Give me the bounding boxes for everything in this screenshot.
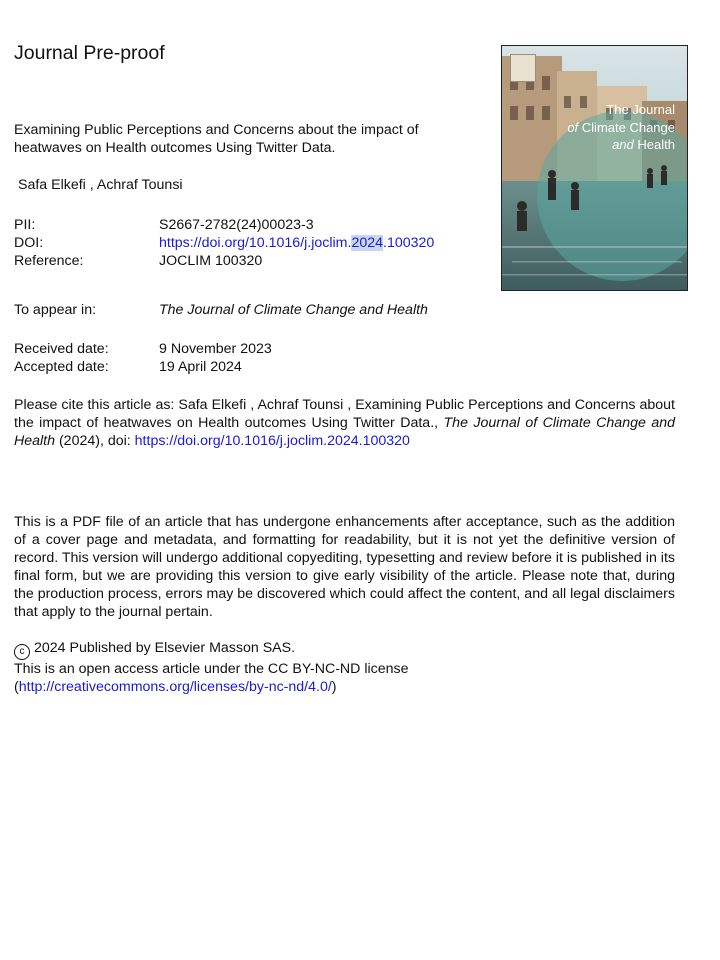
article-authors: Safa Elkefi , Achraf Tounsi [18, 177, 183, 193]
appear-journal: The Journal of Climate Change and Health [159, 302, 428, 318]
cover-title-line1: The Journal [606, 102, 675, 117]
copyright-text: 2024 Published by Elsevier Masson SAS. [34, 640, 296, 656]
cover-title-and: and [612, 137, 634, 152]
citation-lead: Please cite this article as: Safa Elkefi , Achraf Tounsi , Examining Public Perceptions and Concerns about the impact of heatwaves on Health outcomes Using Twitter Data., [14, 397, 675, 431]
copyright-line [14, 639, 675, 660]
cover-illustration [502, 46, 687, 290]
cover-title-line2 [567, 119, 675, 137]
citation-paragraph [14, 396, 675, 450]
appear-label: To appear in: [14, 302, 97, 318]
license-line: This is an open access article under the CC BY-NC-ND license [14, 661, 409, 677]
doi-link[interactable] [159, 234, 434, 252]
preproof-notice: This is a PDF file of an article that has undergone enhancements after acceptance, such as the addition of a cover page and metadata, and formatting for readability, but it is not yet the definitive version of record. This version will undergo additional copyediting, typesetting and review before it is published in its final form, but we are providing this version to give early visibility of the article. Please note that, during the production process, errors may be discovered which could affect the content, and all legal disclaimers that apply to the journal pertain. [14, 514, 675, 620]
reference-label: Reference: [14, 253, 84, 269]
cover-title-of: of [567, 119, 579, 135]
cover-title-health: Health [633, 137, 675, 152]
accepted-date: 19 April 2024 [159, 359, 242, 375]
copyright-block [14, 639, 675, 696]
article-title: Examining Public Perceptions and Concerns about the impact of heatwaves on Health outcomes Using Twitter Data. [14, 122, 419, 156]
cover-title [567, 101, 675, 154]
doi-link-suffix: .100320 [383, 235, 435, 251]
accepted-label: Accepted date: [14, 359, 109, 375]
elsevier-logo-icon [510, 54, 536, 82]
copyright-icon: c [14, 644, 30, 660]
cover-title-line3 [567, 136, 675, 154]
received-label: Received date: [14, 341, 109, 357]
license-open-paren: ( [14, 679, 19, 695]
pii-value: S2667-2782(24)00023-3 [159, 217, 314, 233]
pii-label: PII: [14, 217, 36, 233]
received-date: 9 November 2023 [159, 341, 272, 357]
license-link[interactable]: http://creativecommons.org/licenses/by-nc-nd/4.0/ [18, 679, 332, 695]
reference-value: JOCLIM 100320 [159, 253, 263, 269]
license-url-line [14, 678, 675, 696]
cover-title-climate: Climate Change [578, 119, 675, 135]
citation-year: (2024), doi: [55, 433, 135, 449]
citation-journal: The Journal of Climate Change and Health [14, 415, 675, 449]
journal-cover-image [501, 45, 688, 291]
journal-pre-proof-header: Journal Pre-proof [14, 42, 165, 64]
doi-link-highlight: 2024 [351, 235, 383, 251]
doi-link-prefix: https://doi.org/10.1016/j.joclim. [159, 235, 352, 251]
license-close-paren: ) [331, 679, 337, 695]
citation-doi-link[interactable]: https://doi.org/10.1016/j.joclim.2024.100320 [134, 433, 410, 449]
doi-label: DOI: [14, 235, 44, 251]
